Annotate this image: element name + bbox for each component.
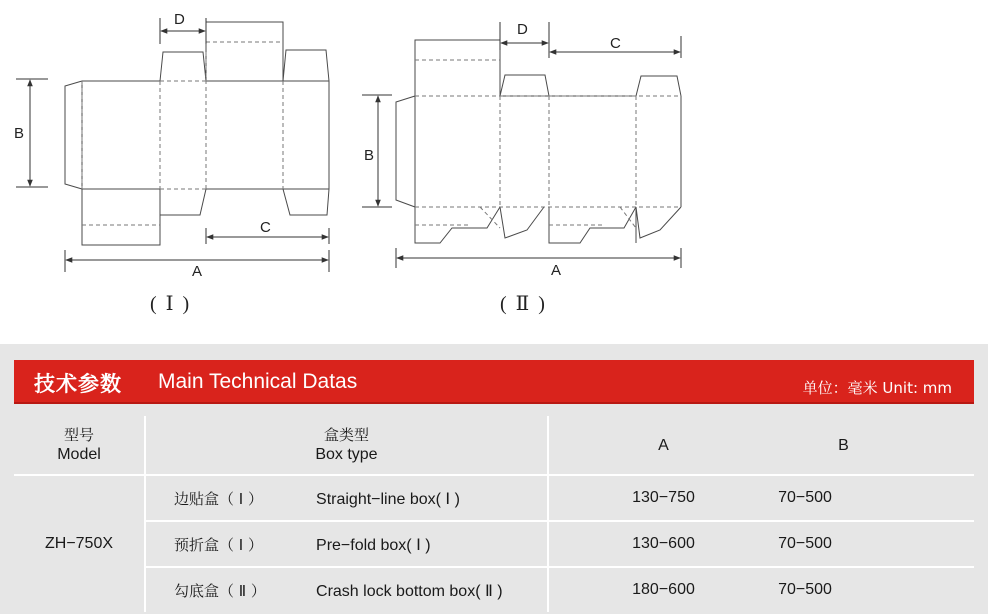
header-b: B bbox=[778, 416, 974, 475]
box-1-dimension-lines bbox=[16, 18, 329, 272]
box-type-cell: 边贴盒（ Ⅰ ） Straight−line box( Ⅰ ) bbox=[145, 475, 548, 521]
spec-table bbox=[14, 416, 974, 612]
spec-title-bar bbox=[14, 360, 974, 404]
spec-unit: 单位：毫米 Unit: mm bbox=[802, 379, 952, 397]
b-range-cell: 70−500 bbox=[778, 475, 974, 521]
box-1-caption: ( Ⅰ ) bbox=[150, 293, 192, 315]
box-2-dim-b: B bbox=[364, 147, 375, 164]
header-a: A bbox=[548, 416, 778, 475]
a-range-cell: 130−750 bbox=[548, 475, 778, 521]
table-row bbox=[14, 521, 974, 567]
b-range-cell: 70−500 bbox=[778, 521, 974, 567]
spec-title-cn: 技术参数 bbox=[34, 372, 122, 396]
box-2-dim-a: A bbox=[551, 262, 562, 279]
box-1-dieline bbox=[65, 22, 329, 245]
box-2-caption: ( Ⅱ ) bbox=[500, 293, 547, 315]
table-header-row bbox=[14, 416, 974, 475]
box-type-cell: 勾底盒（ Ⅱ ） Crash lock bottom box( Ⅱ ) bbox=[145, 567, 548, 612]
header-model: 型号 Model bbox=[14, 416, 145, 475]
box-1-dim-d: D bbox=[174, 11, 185, 28]
spec-title-en: Main Technical Datas bbox=[158, 370, 358, 393]
table-row bbox=[14, 475, 974, 521]
b-range-cell: 70−500 bbox=[778, 581, 832, 598]
box-2-dimension-lines bbox=[362, 22, 681, 268]
table-row bbox=[14, 567, 974, 612]
box-type-cell: 预折盒（ Ⅰ ） Pre−fold box( Ⅰ ) bbox=[145, 521, 548, 567]
box-1-dim-a: A bbox=[192, 263, 203, 280]
box-2-dim-c: C bbox=[610, 35, 621, 52]
box-2-dim-d: D bbox=[517, 21, 528, 38]
model-cell: ZH−750X bbox=[14, 475, 145, 612]
a-range-cell: 180−600 bbox=[632, 581, 695, 598]
a-range-cell: 130−600 bbox=[548, 521, 778, 567]
header-box-type: 盒类型 Box type bbox=[145, 416, 548, 475]
box-1-dim-b: B bbox=[14, 125, 25, 142]
box-1-dim-c: C bbox=[260, 219, 271, 236]
spec-panel bbox=[0, 344, 988, 614]
box-2-dieline bbox=[396, 40, 681, 243]
